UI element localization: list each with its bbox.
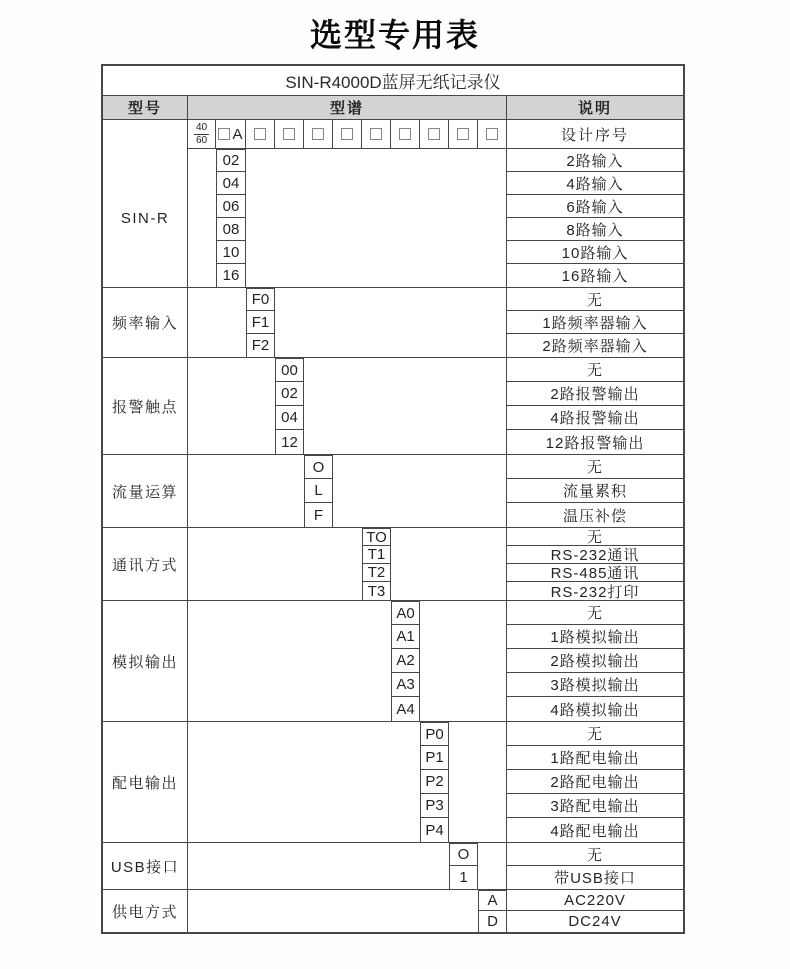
- code-cell: TO: [362, 528, 391, 546]
- code-cell: P4: [420, 818, 449, 842]
- description-cell: 无: [506, 843, 683, 866]
- section-communication-mode: [103, 528, 683, 601]
- section-analog-output: [103, 601, 683, 722]
- code-cell: P0: [420, 722, 449, 746]
- code-cell: A4: [391, 697, 420, 721]
- placeholder-box-icon: [486, 128, 498, 140]
- description-cell: RS-485通讯: [506, 564, 683, 582]
- code-cell: 02: [216, 149, 246, 172]
- placeholder-box-icon: [457, 128, 469, 140]
- description-cell: 2路配电输出: [506, 770, 683, 794]
- description-cell: 1路配电输出: [506, 746, 683, 770]
- header-spectrum: 型谱: [188, 96, 507, 120]
- code-cell: 12: [275, 430, 304, 454]
- description-cell: 4路模拟输出: [506, 697, 683, 721]
- code-cell: T1: [362, 546, 391, 564]
- code-cell: 02: [275, 382, 304, 406]
- placeholder-box-icon: [428, 128, 440, 140]
- design-placeholder-cell: [478, 120, 507, 149]
- section-usb-interface: [103, 843, 683, 890]
- description-cell: 2路频率器输入: [506, 334, 683, 357]
- description-cell: 10路输入: [506, 241, 683, 264]
- description-cell: 3路配电输出: [506, 794, 683, 818]
- code-cell: P2: [420, 770, 449, 794]
- code-cell: T2: [362, 564, 391, 582]
- description-cell: 流量累积: [506, 479, 683, 503]
- code-cell: A3: [391, 673, 420, 697]
- description-cell: 无: [506, 455, 683, 479]
- code-cell: 04: [216, 172, 246, 195]
- description-cell: 2路输入: [506, 149, 683, 172]
- frequency-input-label: 频率输入: [103, 288, 188, 357]
- code-cell: 08: [216, 218, 246, 241]
- model-series-label: SIN-R: [103, 149, 188, 287]
- description-cell: DC24V: [506, 911, 683, 932]
- design-order-fraction-cell: [188, 120, 216, 149]
- section-model-series: [103, 149, 683, 288]
- fraction-top: 40: [195, 122, 208, 133]
- placeholder-box-icon: [254, 128, 266, 140]
- section-frequency-input: [103, 288, 683, 358]
- description-cell: 设计序号: [507, 120, 683, 149]
- code-cell: L: [304, 479, 333, 503]
- description-cell: 4路配电输出: [506, 818, 683, 842]
- description-cell: 带USB接口: [506, 866, 683, 889]
- alarm-contacts-label: 报警触点: [103, 358, 188, 454]
- code-cell: D: [478, 911, 507, 932]
- description-cell: 8路输入: [506, 218, 683, 241]
- table-title: SIN-R4000D蓝屏无纸记录仪: [103, 66, 683, 96]
- description-cell: RS-232通讯: [506, 546, 683, 564]
- placeholder-box-icon: [218, 128, 230, 140]
- code-cell: A: [478, 890, 507, 911]
- code-cell: F2: [246, 334, 275, 357]
- usb-interface-label: USB接口: [103, 843, 188, 889]
- section-flow-calculation: [103, 455, 683, 528]
- description-cell: 2路报警输出: [506, 382, 683, 406]
- description-cell: 无: [506, 722, 683, 746]
- section-power-distribution-output: [103, 722, 683, 843]
- description-cell: 温压补偿: [506, 503, 683, 527]
- design-placeholder-cell: [246, 120, 275, 149]
- description-cell: 无: [506, 528, 683, 546]
- analog-output-label: 模拟输出: [103, 601, 188, 721]
- code-cell: A2: [391, 649, 420, 673]
- design-placeholder-cell: [449, 120, 478, 149]
- order-fraction: [194, 122, 209, 146]
- description-cell: 16路输入: [506, 264, 683, 287]
- code-cell: T3: [362, 582, 391, 600]
- table-sections: [103, 149, 683, 932]
- code-cell: 16: [216, 264, 246, 287]
- page-title: 选型专用表: [309, 17, 480, 53]
- section-power-supply: [103, 890, 683, 932]
- design-placeholder-cell: [362, 120, 391, 149]
- description-cell: 12路报警输出: [506, 430, 683, 454]
- description-cell: 4路输入: [506, 172, 683, 195]
- communication-mode-label: 通讯方式: [103, 528, 188, 600]
- design-placeholder-cell: [420, 120, 449, 149]
- header-description: 说明: [507, 96, 683, 120]
- description-cell: RS-232打印: [506, 582, 683, 600]
- placeholder-box-icon: [283, 128, 295, 140]
- code-cell: A0: [391, 601, 420, 625]
- description-cell: 4路报警输出: [506, 406, 683, 430]
- description-cell: 6路输入: [506, 195, 683, 218]
- design-placeholder-cell: [391, 120, 420, 149]
- placeholder-box-icon: [312, 128, 324, 140]
- flow-calculation-label: 流量运算: [103, 455, 188, 527]
- code-cell: 1: [449, 866, 478, 889]
- table-header-row: [103, 96, 683, 120]
- description-cell: 无: [506, 601, 683, 625]
- design-series-cell: [216, 120, 246, 149]
- power-distribution-output-label: 配电输出: [103, 722, 188, 842]
- design-placeholder-cell: [275, 120, 304, 149]
- code-cell: 00: [275, 358, 304, 382]
- code-cell: A1: [391, 625, 420, 649]
- header-model: 型号: [103, 96, 188, 120]
- description-cell: 无: [506, 288, 683, 311]
- code-cell: F1: [246, 311, 275, 334]
- description-cell: 1路模拟输出: [506, 625, 683, 649]
- description-cell: 2路模拟输出: [506, 649, 683, 673]
- code-cell: 10: [216, 241, 246, 264]
- description-cell: 无: [506, 358, 683, 382]
- fraction-bottom: 60: [195, 134, 208, 146]
- description-cell: AC220V: [506, 890, 683, 911]
- code-cell: 06: [216, 195, 246, 218]
- code-cell: F: [304, 503, 333, 527]
- design-placeholder-cell: [304, 120, 333, 149]
- design-placeholder-cell: [333, 120, 362, 149]
- design-model-spacer: [103, 120, 188, 149]
- placeholder-box-icon: [370, 128, 382, 140]
- section-alarm-contacts: [103, 358, 683, 455]
- selection-table: [101, 64, 685, 934]
- series-letter: A: [232, 125, 243, 143]
- code-cell: 04: [275, 406, 304, 430]
- code-cell: O: [449, 843, 478, 866]
- code-cell: F0: [246, 288, 275, 311]
- description-cell: 3路模拟输出: [506, 673, 683, 697]
- description-cell: 1路频率器输入: [506, 311, 683, 334]
- design-serial-row: [103, 120, 683, 149]
- placeholder-box-icon: [341, 128, 353, 140]
- code-cell: P1: [420, 746, 449, 770]
- code-cell: O: [304, 455, 333, 479]
- placeholder-box-icon: [399, 128, 411, 140]
- code-cell: P3: [420, 794, 449, 818]
- power-supply-label: 供电方式: [103, 890, 188, 932]
